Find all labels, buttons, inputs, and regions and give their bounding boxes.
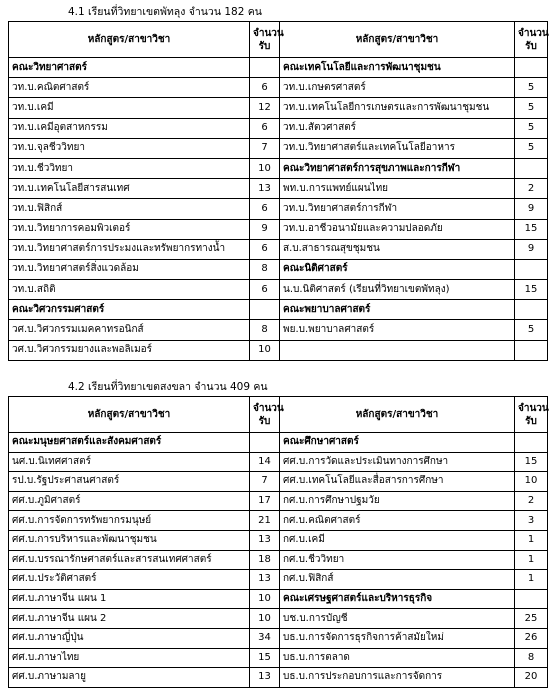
table-row bbox=[9, 58, 548, 78]
table-row bbox=[9, 570, 548, 590]
program-cell-right: กศ.บ.ชีววิทยา bbox=[280, 550, 515, 570]
program-cell-right: บธ.บ.การประกอบการและการจัดการ bbox=[280, 668, 515, 688]
count-cell-left: 6 bbox=[250, 78, 280, 98]
program-cell-left: วท.บ.จุลชีววิทยา bbox=[9, 138, 250, 158]
count-cell-left: 10 bbox=[250, 340, 280, 360]
program-cell-left: ศศ.บ.ภาษาจีน แผน 2 bbox=[9, 609, 250, 629]
count-cell-right: 2 bbox=[515, 179, 548, 199]
faculty-heading-left: คณะวิทยาศาสตร์ bbox=[9, 58, 250, 78]
table-row bbox=[9, 199, 548, 219]
count-cell-left: 13 bbox=[250, 530, 280, 550]
program-cell-left: วท.บ.คณิตศาสตร์ bbox=[9, 78, 250, 98]
count-cell-right: 5 bbox=[515, 118, 548, 138]
count-cell-right bbox=[515, 433, 548, 453]
faculty-heading-left: คณะมนุษยศาสตร์และสังคมศาสตร์ bbox=[9, 433, 250, 453]
program-cell-left: วศ.บ.วิศวกรรมยางและพอลิเมอร์ bbox=[9, 340, 250, 360]
count-cell-left: 6 bbox=[250, 280, 280, 300]
program-cell-right: วท.บ.วิทยาศาสตร์การกีฬา bbox=[280, 199, 515, 219]
count-header-line1: จำนวน bbox=[518, 402, 549, 414]
count-cell-left: 12 bbox=[250, 98, 280, 118]
count-cell-left: 15 bbox=[250, 648, 280, 668]
table-row bbox=[9, 609, 548, 629]
program-cell-right: วท.บ.เกษตรศาสตร์ bbox=[280, 78, 515, 98]
faculty-heading-right: คณะพยาบาลศาสตร์ bbox=[280, 300, 515, 320]
count-header-right bbox=[515, 22, 548, 58]
program-cell-left: วท.บ.เคมี bbox=[9, 98, 250, 118]
program-cell-right: ส.บ.สาธารณสุขชุมชน bbox=[280, 239, 515, 259]
count-cell-right: 1 bbox=[515, 550, 548, 570]
table-row bbox=[9, 239, 548, 259]
program-cell-right: น.บ.นิติศาสตร์ (เรียนที่วิทยาเขตพัทลุง) bbox=[280, 280, 515, 300]
table-row bbox=[9, 158, 548, 178]
count-cell-left: 10 bbox=[250, 609, 280, 629]
program-cell-right: พย.บ.พยาบาลศาสตร์ bbox=[280, 320, 515, 340]
count-cell-right: 1 bbox=[515, 570, 548, 590]
table-row bbox=[9, 491, 548, 511]
table-row bbox=[9, 668, 548, 688]
table-header-row bbox=[9, 22, 548, 58]
count-cell-right: 9 bbox=[515, 199, 548, 219]
program-cell-left: วศ.บ.วิศวกรรมเมคคาทรอนิกส์ bbox=[9, 320, 250, 340]
count-header-line2: รับ bbox=[525, 40, 537, 52]
count-header-left bbox=[250, 397, 284, 433]
count-cell-left: 10 bbox=[250, 589, 280, 609]
faculty-heading-right: คณะเศรษฐศาสตร์และบริหารธุรกิจ bbox=[280, 589, 515, 609]
count-cell-left: 8 bbox=[250, 320, 280, 340]
program-cell-right: กศ.บ.การศึกษาปฐมวัย bbox=[280, 491, 515, 511]
program-cell-left: รป.บ.รัฐประศาสนศาสตร์ bbox=[9, 472, 250, 492]
program-cell-left: วท.บ.ฟิสิกส์ bbox=[9, 199, 250, 219]
program-cell-left: วท.บ.ชีววิทยา bbox=[9, 158, 250, 178]
count-cell-right bbox=[515, 340, 548, 360]
program-cell-right: วท.บ.สัตวศาสตร์ bbox=[280, 118, 515, 138]
program-cell-right bbox=[280, 340, 515, 360]
count-header-line2: รับ bbox=[258, 40, 271, 52]
count-cell-right: 3 bbox=[515, 511, 548, 531]
program-cell-left: ศศ.บ.ภูมิศาสตร์ bbox=[9, 491, 250, 511]
table-row bbox=[9, 259, 548, 279]
table-row bbox=[9, 138, 548, 158]
table-row bbox=[9, 550, 548, 570]
count-cell-left: 7 bbox=[250, 472, 280, 492]
count-cell-left: 8 bbox=[250, 259, 280, 279]
section1-caption: 4.1 เรียนที่วิทยาเขตพัทลุง จำนวน 182 คน bbox=[68, 6, 262, 18]
program-cell-left: นศ.บ.นิเทศศาสตร์ bbox=[9, 452, 250, 472]
program-cell-left: วท.บ.เทคโนโลยีสารสนเทศ bbox=[9, 179, 250, 199]
count-cell-left: 13 bbox=[250, 668, 280, 688]
program-cell-right: บช.บ.การบัญชี bbox=[280, 609, 515, 629]
count-cell-right: 25 bbox=[515, 609, 548, 629]
section2-table bbox=[8, 396, 548, 688]
program-cell-left: ศศ.บ.ภาษาไทย bbox=[9, 648, 250, 668]
table-row bbox=[9, 433, 548, 453]
table-row bbox=[9, 628, 548, 648]
count-cell-right bbox=[515, 58, 548, 78]
program-header-right: หลักสูตร/สาขาวิชา bbox=[280, 22, 515, 58]
count-cell-left: 21 bbox=[250, 511, 280, 531]
program-cell-left: ศศ.บ.ประวัติศาสตร์ bbox=[9, 570, 250, 590]
count-cell-right: 5 bbox=[515, 138, 548, 158]
program-cell-left: วท.บ.สถิติ bbox=[9, 280, 250, 300]
program-header-left: หลักสูตร/สาขาวิชา bbox=[9, 22, 250, 58]
table-row bbox=[9, 78, 548, 98]
table-header-row bbox=[9, 397, 548, 433]
count-cell-right: 5 bbox=[515, 78, 548, 98]
faculty-heading-right: คณะเทคโนโลยีและการพัฒนาชุมชน bbox=[280, 58, 515, 78]
count-cell-right: 15 bbox=[515, 452, 548, 472]
table-row bbox=[9, 511, 548, 531]
count-cell-left: 13 bbox=[250, 570, 280, 590]
count-cell-right bbox=[515, 158, 548, 178]
table-row bbox=[9, 300, 548, 320]
count-cell-right: 9 bbox=[515, 239, 548, 259]
count-cell-left: 6 bbox=[250, 118, 280, 138]
section1-table bbox=[8, 21, 548, 361]
program-cell-right: กศ.บ.เคมี bbox=[280, 530, 515, 550]
table-row bbox=[9, 589, 548, 609]
program-cell-right: พท.บ.การแพทย์แผนไทย bbox=[280, 179, 515, 199]
program-cell-right: กศ.บ.คณิตศาสตร์ bbox=[280, 511, 515, 531]
program-cell-right: วท.บ.อาชีวอนามัยและความปลอดภัย bbox=[280, 219, 515, 239]
faculty-heading-left: คณะวิศวกรรมศาสตร์ bbox=[9, 300, 250, 320]
count-header-line2: รับ bbox=[258, 415, 271, 427]
table-row bbox=[9, 340, 548, 360]
count-cell-right: 5 bbox=[515, 320, 548, 340]
count-cell-right: 5 bbox=[515, 98, 548, 118]
faculty-heading-right: คณะศึกษาศาสตร์ bbox=[280, 433, 515, 453]
program-cell-left: ศศ.บ.ภาษามลายู bbox=[9, 668, 250, 688]
section1-body bbox=[9, 58, 548, 361]
count-cell-left bbox=[250, 433, 280, 453]
count-header-right bbox=[515, 397, 548, 433]
count-header-left bbox=[250, 22, 284, 58]
program-cell-right: ศศ.บ.เทคโนโลยีและสื่อสารการศึกษา bbox=[280, 472, 515, 492]
count-cell-left: 6 bbox=[250, 239, 280, 259]
program-cell-left: ศศ.บ.ภาษาญี่ปุ่น bbox=[9, 628, 250, 648]
program-header-right: หลักสูตร/สาขาวิชา bbox=[280, 397, 515, 433]
count-cell-right: 26 bbox=[515, 628, 548, 648]
count-cell-left: 6 bbox=[250, 199, 280, 219]
count-cell-left: 14 bbox=[250, 452, 280, 472]
program-header-left: หลักสูตร/สาขาวิชา bbox=[9, 397, 250, 433]
count-cell-left bbox=[250, 58, 280, 78]
count-cell-right: 20 bbox=[515, 668, 548, 688]
table-row bbox=[9, 280, 548, 300]
program-cell-right: บธ.บ.การตลาด bbox=[280, 648, 515, 668]
count-cell-right bbox=[515, 300, 548, 320]
program-cell-left: วท.บ.วิทยาการคอมพิวเตอร์ bbox=[9, 219, 250, 239]
count-cell-left: 10 bbox=[250, 158, 280, 178]
faculty-heading-right: คณะวิทยาศาสตร์การสุขภาพและการกีฬา bbox=[280, 158, 515, 178]
count-cell-right: 10 bbox=[515, 472, 548, 492]
count-cell-left: 17 bbox=[250, 491, 280, 511]
program-cell-right: บธ.บ.การจัดการธุรกิจการค้าสมัยใหม่ bbox=[280, 628, 515, 648]
count-header-line2: รับ bbox=[525, 415, 537, 427]
table-row bbox=[9, 219, 548, 239]
program-cell-left: วท.บ.วิทยาศาสตร์สิ่งแวดล้อม bbox=[9, 259, 250, 279]
program-cell-right: วท.บ.วิทยาศาสตร์และเทคโนโลยีอาหาร bbox=[280, 138, 515, 158]
table-row bbox=[9, 472, 548, 492]
table-row bbox=[9, 118, 548, 138]
count-cell-right: 15 bbox=[515, 219, 548, 239]
count-cell-right: 8 bbox=[515, 648, 548, 668]
program-cell-left: ศศ.บ.ภาษาจีน แผน 1 bbox=[9, 589, 250, 609]
program-cell-right: วท.บ.เทคโนโลยีการเกษตรและการพัฒนาชุมชน bbox=[280, 98, 515, 118]
count-header-line1: จำนวน bbox=[253, 27, 284, 39]
program-cell-left: ศศ.บ.การจัดการทรัพยากรมนุษย์ bbox=[9, 511, 250, 531]
count-cell-left: 7 bbox=[250, 138, 280, 158]
table-row bbox=[9, 452, 548, 472]
program-cell-left: ศศ.บ.การบริหารและพัฒนาชุมชน bbox=[9, 530, 250, 550]
table-row bbox=[9, 98, 548, 118]
count-header-line1: จำนวน bbox=[253, 402, 284, 414]
count-cell-right: 15 bbox=[515, 280, 548, 300]
table-row bbox=[9, 179, 548, 199]
program-cell-right: ศศ.บ.การวัดและประเมินทางการศึกษา bbox=[280, 452, 515, 472]
section2-caption: 4.2 เรียนที่วิทยาเขตสงขลา จำนวน 409 คน bbox=[68, 381, 268, 393]
table-row bbox=[9, 648, 548, 668]
section2-body bbox=[9, 433, 548, 688]
count-cell-right: 1 bbox=[515, 530, 548, 550]
count-cell-left: 18 bbox=[250, 550, 280, 570]
count-cell-left: 34 bbox=[250, 628, 280, 648]
table-row bbox=[9, 530, 548, 550]
count-header-line1: จำนวน bbox=[518, 27, 549, 39]
count-cell-left: 9 bbox=[250, 219, 280, 239]
program-cell-left: วท.บ.วิทยาศาสตร์การประมงและทรัพยากรทางน้ำ bbox=[9, 239, 250, 259]
program-cell-left: วท.บ.เคมีอุตสาหกรรม bbox=[9, 118, 250, 138]
count-cell-right bbox=[515, 589, 548, 609]
count-cell-left bbox=[250, 300, 280, 320]
count-cell-right bbox=[515, 259, 548, 279]
program-cell-left: ศศ.บ.บรรณารักษศาสตร์และสารสนเทศศาสตร์ bbox=[9, 550, 250, 570]
count-cell-left: 13 bbox=[250, 179, 280, 199]
faculty-heading-right: คณะนิติศาสตร์ bbox=[280, 259, 515, 279]
program-cell-right: กศ.บ.ฟิสิกส์ bbox=[280, 570, 515, 590]
count-cell-right: 2 bbox=[515, 491, 548, 511]
table-row bbox=[9, 320, 548, 340]
